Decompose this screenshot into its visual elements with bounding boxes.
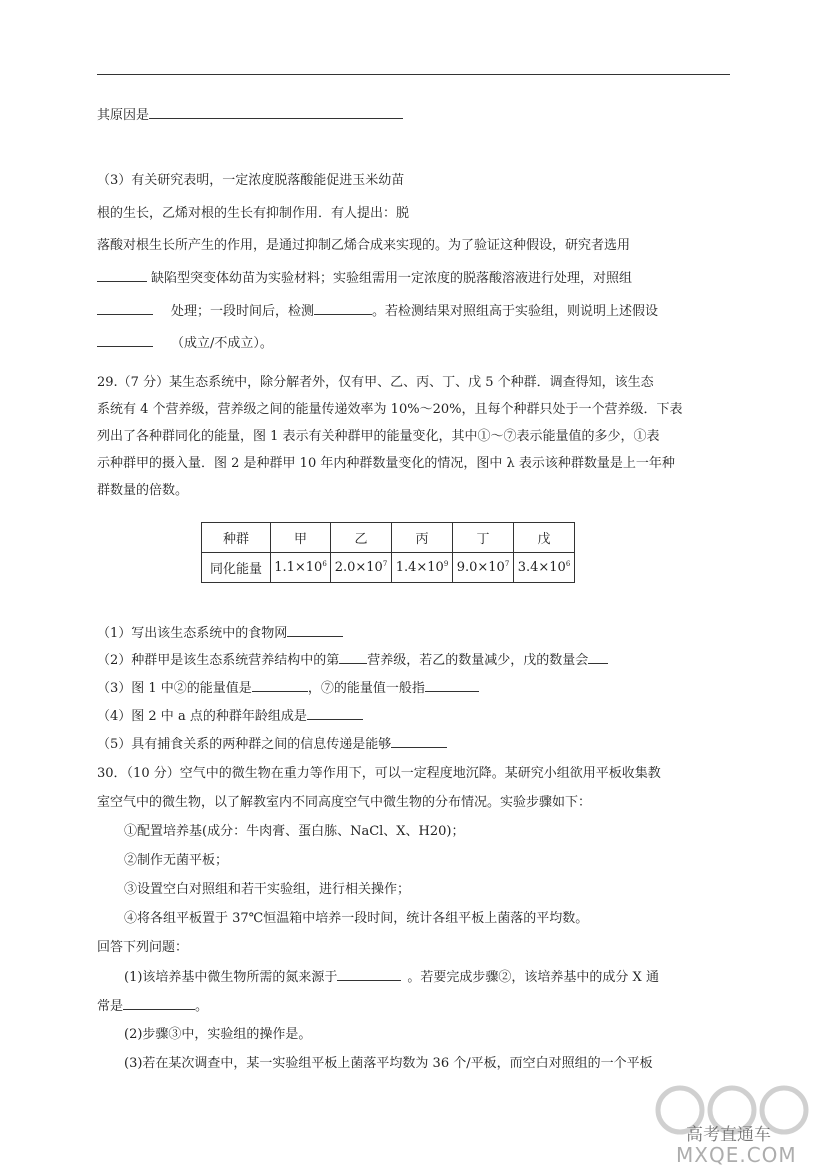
answer-blank <box>97 269 147 282</box>
answer-blank <box>391 735 447 748</box>
answer-heading: 回答下列问题： <box>97 940 189 955</box>
step-3: ③设置空白对照组和若干实验组，进行相关操作； <box>124 882 411 897</box>
sub-question-text: （4）图 2 中 a 点的种群年龄组成是 <box>97 709 307 724</box>
sub-question-2 <box>97 651 608 670</box>
q29-line-2: 系统有 4 个营养级，营养级之间的能量传递效率为 10%～20%，且每个种群只处于一个营养级．下表 <box>97 402 683 417</box>
energy-table <box>201 522 575 583</box>
sub-question-text: （2）种群甲是该生态系统营养结构中的第 <box>97 653 340 668</box>
answer-blank <box>425 679 479 692</box>
answer-blank <box>337 968 401 981</box>
q29-line-4: 示种群甲的摄入量．图 2 是种群甲 10 年内种群数量变化的情况，图中 λ 表示该种群数量是上一年种 <box>97 456 675 471</box>
table-header-cell: 丁 <box>453 523 514 553</box>
sub-question-text: （1）写出该生态系统中的食物网 <box>97 626 288 641</box>
q30-sub-2: (2)步骤③中，实验组的操作是。 <box>124 1027 312 1042</box>
answer-blank <box>307 707 363 720</box>
q30-line-1: 30．（10 分）空气中的微生物在重力等作用下，可以一定程度地沉降。某研究小组欲用平板收集教 <box>97 766 661 781</box>
q3-line-4-text: 缺陷型突变体幼苗为实验材料；实验组需用一定浓度的脱落酸溶液进行处理，对照组 <box>151 271 633 286</box>
q3-line-2: 根的生长，乙烯对根的生长有抑制作用．有人提出：脱 <box>97 206 410 221</box>
sub-question-text: （3）图 1 中②的能量值是 <box>97 681 252 696</box>
q30-sub-3: (3)若在某次调查中，某一实验组平板上菌落平均数为 36 个/平板，而空白对照组的一个平板 <box>124 1056 653 1071</box>
sub-question-3 <box>97 679 479 698</box>
table-row-label: 同化能量 <box>202 553 271 583</box>
answer-blank <box>588 651 608 664</box>
table-header-cell: 甲 <box>271 523 331 553</box>
table-header-cell: 戊 <box>514 523 575 553</box>
table-cell: $1.1\times 10^6$ <box>271 553 331 583</box>
answer-blank <box>314 302 372 315</box>
sub-question-text: ，⑦的能量值一般指 <box>307 681 425 696</box>
q3-line-5-text-b: 。若检测结果对照组高于实验组，则说明上述假设 <box>372 304 659 319</box>
sub-question-text: 。 <box>195 999 209 1014</box>
q30-sub-1 <box>124 968 659 987</box>
answer-blank <box>339 651 367 664</box>
table-header-row <box>202 523 575 553</box>
q3-line-5-text-a: 处理；一段时间后，检测 <box>171 304 315 319</box>
sub-question-text: 。若要完成步骤②，该培养基中的成分 X 通 <box>407 970 659 985</box>
table-cell: $3.4\times 10^6$ <box>514 553 575 583</box>
table-cell: $1.4\times 10^9$ <box>392 553 453 583</box>
sub-question-text: 常是 <box>97 999 124 1014</box>
step-4: ④将各组平板置于 37℃恒温箱中培养一段时间，统计各组平板上菌落的平均数。 <box>124 911 589 926</box>
sub-question-text: （5）具有捕食关系的两种群之间的信息传递是能够 <box>97 737 392 752</box>
q29-line-3: 列出了各种群同化的能量，图 1 表示有关种群甲的能量变化，其中①～⑦表示能量值的多少，①表 <box>97 429 660 444</box>
table-header-cell: 乙 <box>331 523 392 553</box>
q30-sub-1-cont <box>97 997 208 1016</box>
table-cell: $9.0\times 10^7$ <box>453 553 514 583</box>
table-header-cell: 丙 <box>392 523 453 553</box>
sub-question-5 <box>97 735 447 754</box>
q30-line-2: 室空气中的微生物，以了解教室内不同高度空气中微生物的分布情况。实验步骤如下： <box>97 795 592 810</box>
table-cell: $2.0\times 10^7$ <box>331 553 392 583</box>
sub-question-text: (1)该培养基中微生物所需的氮来源于 <box>124 970 338 985</box>
q3-line-4 <box>97 269 632 288</box>
q29-line-1: 29.（7 分）某生态系统中，除分解者外，仅有甲、乙、丙、丁、戊 5 个种群．调查得知，该生态 <box>97 375 654 390</box>
header-rule <box>97 74 730 75</box>
q3-line-5 <box>97 302 658 321</box>
q3-line-6-text: （成立/不成立）。 <box>171 336 273 351</box>
watermark-url: MXQE.COM <box>676 1143 797 1167</box>
q3-line-1: （3）有关研究表明，一定浓度脱落酸能促进玉米幼苗 <box>97 173 405 188</box>
step-1: ①配置培养基(成分：牛肉膏、蛋白胨、NaCl、X、H20)； <box>124 824 465 839</box>
sub-question-text: 营养级，若乙的数量减少，戊的数量会 <box>367 653 589 668</box>
answer-blank <box>287 624 343 637</box>
answer-blank <box>252 679 308 692</box>
reason-line <box>97 106 403 125</box>
answer-blank <box>97 302 153 315</box>
watermark-text: 高考直通车 <box>686 1125 771 1145</box>
q29-line-5: 群数量的倍数。 <box>97 483 189 498</box>
q3-line-3: 落酸对根生长所产生的作用，是通过抑制乙烯合成来实现的。为了验证这种假设，研究者选用 <box>97 238 631 253</box>
answer-blank <box>149 106 403 119</box>
sub-question-1 <box>97 624 343 643</box>
step-2: ②制作无菌平板； <box>124 853 229 868</box>
sub-question-4 <box>97 707 363 726</box>
answer-blank <box>97 334 153 347</box>
table-row <box>202 553 575 583</box>
q3-line-6 <box>97 334 273 353</box>
answer-blank <box>123 997 195 1010</box>
reason-text: 其原因是 <box>97 108 150 123</box>
table-header-cell: 种群 <box>202 523 271 553</box>
